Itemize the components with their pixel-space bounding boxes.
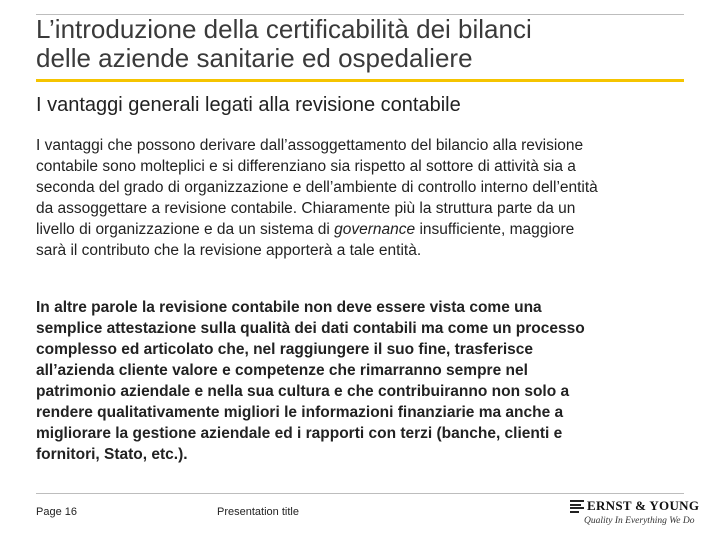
- paragraph-1-line: I vantaggi che possono derivare dall’assoggettamento del bilancio alla revisione: [36, 137, 584, 154]
- paragraph-2-line: In altre parole la revisione contabile non deve essere vista come una: [36, 299, 542, 316]
- ernst-young-logo: [570, 498, 700, 534]
- logo-bars-icon: [570, 500, 584, 513]
- paragraph-2-line: migliorare la gestione aziendale ed i rapporti con terzi (banche, clienti e: [36, 425, 563, 442]
- logo-tagline: Quality In Everything We Do: [584, 516, 695, 526]
- paragraph-2-line: all’azienda cliente valore e competenze che rimarranno sempre nel: [36, 362, 528, 379]
- paragraph-2-line: patrimonio aziendale e nella sua cultura e che contribuiranno non solo a: [36, 383, 570, 400]
- paragraph-1-line: sarà il contributo che la revisione apporterà a tale entità.: [36, 242, 422, 259]
- paragraph-1-line: seconda del grado di organizzazione e dell’ambiente di controllo interno dell’entità: [36, 179, 598, 196]
- paragraph-2-line: rendere qualitativamente migliori le informazioni finanziarie ma anche a: [36, 404, 564, 421]
- title-accent-rule: [36, 79, 684, 82]
- paragraph-1-line: da assoggettare a revisione contabile. Chiaramente più la struttura parte da un: [36, 200, 576, 217]
- slide-subtitle: I vantaggi generali legati alla revisione contabile: [36, 94, 461, 116]
- slide-title-line-1: L’introduzione della certificabilità dei bilanci: [36, 14, 532, 44]
- page-number: Page 16: [36, 506, 77, 518]
- paragraph-2: [36, 297, 585, 465]
- presentation-title: Presentation title: [217, 506, 299, 518]
- governance-term: governance: [334, 221, 416, 238]
- paragraph-2-line: semplice attestazione sulla qualità dei dati contabili ma come un processo: [36, 320, 585, 337]
- footer-divider: [36, 493, 684, 494]
- paragraph-1-line: contabile sono molteplici e si differenziano sia rispetto al sottore di attività sia a: [36, 158, 576, 175]
- paragraph-2-line: fornitori, Stato, etc.).: [36, 446, 188, 463]
- paragraph-1: [36, 135, 598, 261]
- slide-title: [36, 15, 686, 73]
- paragraph-1-text: insufficiente, maggiore: [415, 221, 575, 238]
- paragraph-2-line: complesso ed articolato che, nel raggiungere il suo fine, trasferisce: [36, 341, 534, 358]
- logo-wordmark: ERNST & YOUNG: [587, 498, 700, 513]
- slide-title-line-2: delle aziende sanitarie ed ospedaliere: [36, 43, 473, 73]
- paragraph-1-text: livello di organizzazione e da un sistema di: [36, 221, 335, 238]
- paragraph-1-line-governance: [36, 219, 598, 240]
